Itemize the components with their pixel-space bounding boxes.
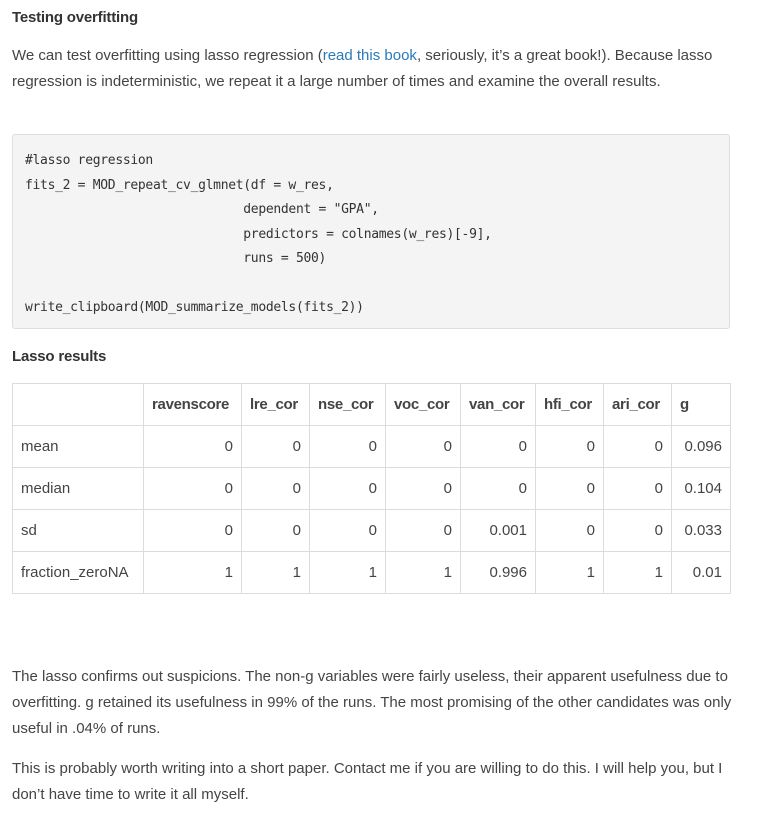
table-cell: 1 — [144, 552, 242, 594]
column-header: g — [672, 384, 731, 426]
table-cell: 0 — [604, 510, 672, 552]
table-cell: 0 — [536, 468, 604, 510]
table-cell: 0 — [536, 510, 604, 552]
row-label: mean — [13, 426, 144, 468]
table-cell: 0.033 — [672, 510, 731, 552]
table-row — [13, 552, 731, 594]
column-header: hfi_cor — [536, 384, 604, 426]
row-label: sd — [13, 510, 144, 552]
intro-paragraph — [12, 43, 732, 95]
table-cell: 1 — [386, 552, 461, 594]
contact-paragraph: This is probably worth writing into a short paper. Contact me if you are willing to do this. I will help you, but I don’t have time to write it all myself. — [12, 760, 723, 803]
section-heading: Testing overfitting — [12, 9, 138, 26]
table-cell: 1 — [604, 552, 672, 594]
table-row — [13, 426, 731, 468]
conclusion-paragraph: The lasso confirms out suspicions. The non-g variables were fairly useless, their apparent usefulness due to overfitting. g retained its usefulness in 99% of the runs. The most promising of the other candidates was only useful in .04% of runs. — [12, 668, 732, 737]
table-cell: 1 — [242, 552, 310, 594]
table-cell: 1 — [310, 552, 386, 594]
table-cell: 0 — [310, 468, 386, 510]
table-cell: 0 — [242, 468, 310, 510]
table-cell: 0 — [386, 468, 461, 510]
table-cell: 0 — [242, 510, 310, 552]
table-cell: 0 — [310, 426, 386, 468]
table-cell: 0.996 — [461, 552, 536, 594]
table-cell: 0 — [536, 426, 604, 468]
table-cell: 0 — [386, 510, 461, 552]
table-cell: 0 — [461, 426, 536, 468]
column-header: van_cor — [461, 384, 536, 426]
code-text: #lasso regression fits_2 = MOD_repeat_cv_glmnet(df = w_res, dependent = "GPA", predictors = colnames(w_res)[-9], runs = 500) write_clipboard(MOD_summarize_models(fits_2)) — [25, 153, 492, 315]
table-cell: 0.01 — [672, 552, 731, 594]
table-cell: 0 — [144, 510, 242, 552]
table-cell: 0.104 — [672, 468, 731, 510]
table-cell: 0 — [242, 426, 310, 468]
book-link[interactable]: read this book — [322, 47, 417, 64]
code-block — [12, 134, 730, 329]
column-header: voc_cor — [386, 384, 461, 426]
table-cell: 0.001 — [461, 510, 536, 552]
table-cell: 1 — [536, 552, 604, 594]
column-header — [13, 384, 144, 426]
table-cell: 0.096 — [672, 426, 731, 468]
intro-text-after-link: , seriously, it’s a great book!). Because lasso regression is indeterministic, we repeat it a large number of times and examine the overall results. — [12, 47, 713, 90]
table-cell: 0 — [461, 468, 536, 510]
table-cell: 0 — [604, 468, 672, 510]
table-header-row — [13, 384, 731, 426]
table-cell: 0 — [386, 426, 461, 468]
row-label: fraction_zeroNA — [13, 552, 144, 594]
lasso-results-table — [12, 383, 731, 594]
table-cell: 0 — [144, 426, 242, 468]
table-cell: 0 — [144, 468, 242, 510]
results-heading: Lasso results — [12, 348, 107, 365]
intro-text-before-link: We can test overfitting using lasso regression ( — [12, 47, 323, 64]
table-row — [13, 468, 731, 510]
column-header: ari_cor — [604, 384, 672, 426]
column-header: nse_cor — [310, 384, 386, 426]
table-cell: 0 — [310, 510, 386, 552]
column-header: lre_cor — [242, 384, 310, 426]
table-cell: 0 — [604, 426, 672, 468]
column-header: ravenscore — [144, 384, 242, 426]
table-row — [13, 510, 731, 552]
row-label: median — [13, 468, 144, 510]
